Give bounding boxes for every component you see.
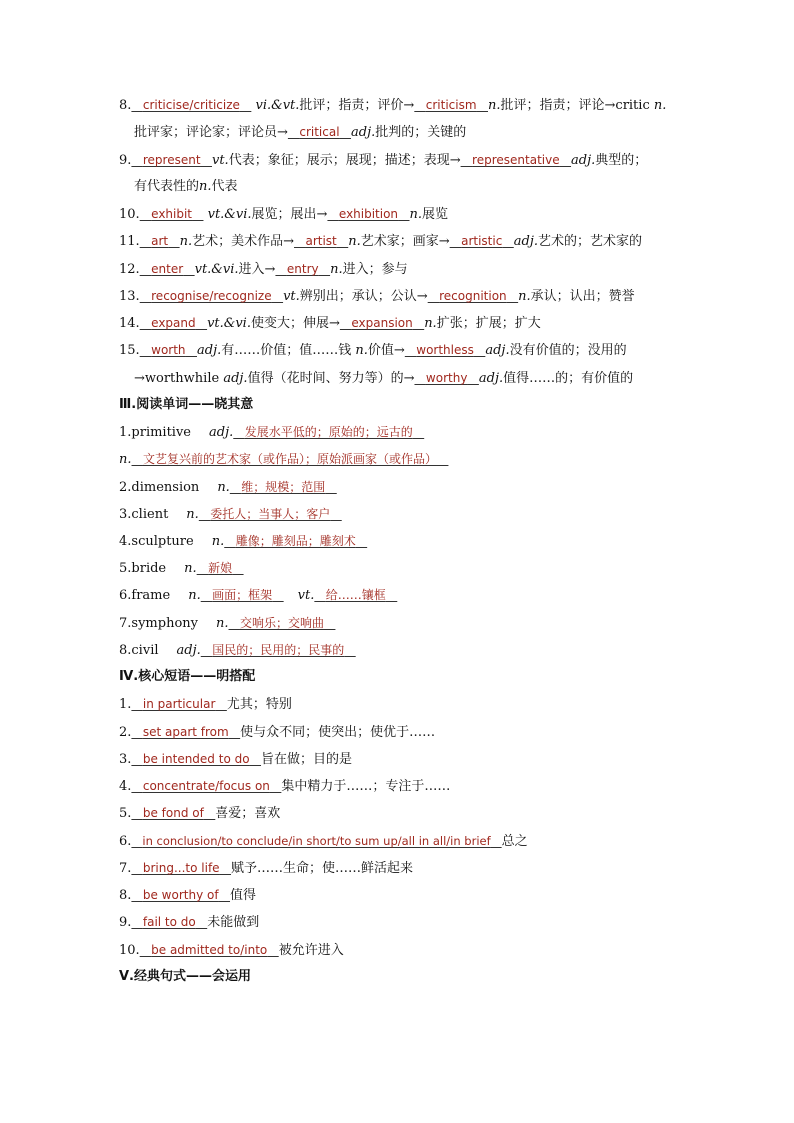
definition: 集中精力于……；专注于…… — [281, 779, 451, 794]
vocab-item-11 — [119, 232, 679, 250]
answer-blank: fail to do — [142, 915, 196, 929]
answer-blank: be admitted to/into — [151, 943, 268, 957]
vocab-item-10 — [119, 205, 679, 223]
word: client — [131, 507, 169, 522]
answer-blank: represent — [142, 153, 201, 167]
answer-blank: 国民的；民用的；民事的 — [212, 643, 345, 657]
item-number: 2. — [119, 725, 132, 740]
item-number: 12. — [119, 262, 140, 277]
definition: 典型的； — [595, 153, 648, 168]
answer-blank: in particular — [142, 697, 216, 711]
reading-item-7 — [119, 614, 679, 632]
answer-blank: expansion — [351, 316, 413, 330]
item-number: 1. — [119, 425, 132, 440]
part-of-speech: adj. — [223, 371, 248, 386]
phrase-item-1 — [119, 695, 679, 713]
answer-blank: representative — [472, 153, 560, 167]
answer-blank: exhibit — [151, 207, 193, 221]
item-number: 15. — [119, 343, 140, 358]
definition: 值得 — [230, 888, 257, 903]
item-number: 9. — [119, 153, 132, 168]
part-of-speech: adj. — [197, 343, 222, 358]
part-of-speech: n. — [211, 534, 225, 549]
item-number: 13. — [119, 289, 140, 304]
definition: 没有价值的；没用的 — [509, 343, 627, 358]
answer-blank: 给……镶框 — [325, 588, 386, 602]
item-number: 11. — [119, 234, 140, 249]
definition: 旨在做；目的是 — [261, 752, 353, 767]
vocab-item-8 — [119, 96, 679, 114]
definition: 代表 — [211, 179, 238, 194]
reading-item-1-cont — [119, 450, 679, 468]
part-of-speech: adj. — [571, 153, 596, 168]
answer-blank: bring...to life — [142, 861, 220, 875]
phrase-item-3 — [119, 750, 679, 768]
item-number: 4. — [119, 779, 132, 794]
item-number: 2. — [119, 480, 132, 495]
definition: 总之 — [501, 834, 528, 849]
answer-blank: 委托人；当事人；客户 — [210, 507, 331, 521]
definition: 批评；指责；评价→ — [299, 98, 415, 113]
answer-blank: worthless — [416, 343, 474, 357]
part-of-speech: vt.&vi. — [194, 262, 239, 277]
answer-blank: 新娘 — [208, 561, 233, 575]
definition: 进入→ — [238, 262, 276, 277]
vocab-item-9-cont — [134, 178, 694, 196]
definition: 展览 — [422, 207, 449, 222]
part-of-speech: adj. — [478, 371, 504, 386]
item-number: 8. — [119, 888, 132, 903]
item-number: 8. — [119, 643, 132, 658]
vocab-item-13 — [119, 287, 679, 305]
answer-blank: be worthy of — [142, 888, 219, 902]
part-of-speech: vt. — [283, 289, 300, 304]
word: primitive — [131, 425, 192, 440]
part-of-speech: adj. — [485, 343, 510, 358]
phrase-item-5 — [119, 804, 679, 822]
definition: 赋予……生命；使……鲜活起来 — [231, 861, 414, 876]
vocab-item-9 — [119, 151, 679, 169]
part-of-speech: vt.&vi. — [207, 207, 252, 222]
phrase-item-2 — [119, 723, 679, 741]
definition: 展览；展出→ — [251, 207, 328, 222]
answer-blank: recognise/recognize — [151, 289, 272, 303]
answer-blank: 画面；框架 — [212, 588, 273, 602]
word: →worthwhile — [134, 371, 224, 386]
part-of-speech: n. — [188, 588, 201, 603]
phrase-item-10 — [119, 941, 679, 959]
definition: 艺术；美术作品→ — [192, 234, 295, 249]
phrase-item-6 — [119, 832, 679, 850]
definition: 代表；象征；展示；展现；描述；表现→ — [228, 153, 461, 168]
definition: 尤其；特别 — [226, 697, 292, 712]
phrase-item-7 — [119, 859, 679, 877]
answer-blank: worthy — [425, 371, 468, 385]
phrase-item-8 — [119, 886, 679, 904]
item-number: 8. — [119, 98, 132, 113]
word: dimension — [131, 480, 200, 495]
reading-item-8 — [119, 641, 679, 659]
answer-blank: 交响乐；交响曲 — [239, 616, 324, 630]
part-of-speech: n. — [424, 316, 437, 331]
part-of-speech: adj. — [351, 125, 376, 140]
part-of-speech: adj. — [513, 234, 539, 249]
answer-blank: 发展水平低的；原始的；远古的 — [244, 425, 413, 439]
definition: 使与众不同；使突出；使优于…… — [240, 725, 436, 740]
section-heading-core-phrases: Ⅳ.核心短语——明搭配 — [119, 669, 256, 684]
answer-blank: critical — [299, 125, 340, 139]
item-number: 6. — [119, 834, 132, 849]
section-heading-classic-sentences: Ⅴ.经典句式——会运用 — [119, 969, 251, 984]
reading-item-1 — [119, 423, 679, 441]
item-number: 5. — [119, 561, 132, 576]
answer-blank: criticism — [425, 98, 477, 112]
vocab-item-12 — [119, 260, 679, 278]
answer-blank: enter — [151, 262, 184, 276]
part-of-speech: n. — [488, 98, 501, 113]
part-of-speech: vi.&vt. — [255, 98, 300, 113]
definition: 辨别出；承认；公认→ — [299, 289, 428, 304]
answer-blank: in conclusion/to conclude/in short/to sum up/all in all/in brief — [142, 834, 491, 848]
item-number: 7. — [119, 861, 132, 876]
vocab-item-14 — [119, 314, 679, 332]
word: bride — [131, 561, 167, 576]
reading-item-2 — [119, 478, 679, 496]
answer-blank: entry — [286, 262, 319, 276]
definition: 未能做到 — [207, 915, 260, 930]
definition: 喜爱；喜欢 — [215, 806, 281, 821]
reading-item-5 — [119, 559, 679, 577]
definition: 批判的；关键的 — [375, 125, 467, 140]
answer-blank: be intended to do — [142, 752, 250, 766]
phrase-item-9 — [119, 913, 679, 931]
item-number: 3. — [119, 507, 132, 522]
vocab-item-15-cont — [134, 369, 694, 387]
answer-blank: worth — [151, 343, 186, 357]
reading-item-3 — [119, 505, 679, 523]
section-heading-reading-words: Ⅲ.阅读单词——晓其意 — [119, 397, 254, 412]
answer-blank: 文艺复兴前的艺术家（或作品）；原始派画家（或作品） — [142, 452, 437, 466]
definition: 批评家；评论家；评论员→ — [134, 125, 288, 140]
answer-blank: concentrate/focus on — [142, 779, 270, 793]
answer-blank: 维；规模；范围 — [241, 480, 326, 494]
answer-blank: artist — [305, 234, 337, 248]
item-number: 10. — [119, 943, 140, 958]
part-of-speech: n. — [179, 234, 193, 249]
definition: 有……价值；值……钱 — [221, 343, 356, 358]
answer-blank: 雕像；雕刻品；雕刻术 — [235, 534, 356, 548]
vocab-item-8-cont — [134, 123, 694, 141]
reading-item-4 — [119, 532, 679, 550]
item-number: 1. — [119, 697, 132, 712]
item-number: 10. — [119, 207, 140, 222]
part-of-speech: adj. — [209, 425, 234, 440]
answer-blank: exhibition — [338, 207, 399, 221]
part-of-speech: n. — [518, 289, 531, 304]
definition: 价值→ — [367, 343, 405, 358]
vocab-item-15 — [119, 341, 679, 359]
part-of-speech: vt.&vi. — [207, 316, 251, 331]
item-number: 6. — [119, 588, 132, 603]
part-of-speech: n. — [184, 561, 197, 576]
part-of-speech: n. — [186, 507, 199, 522]
answer-blank: art — [151, 234, 169, 248]
part-of-speech: n. — [653, 98, 667, 113]
part-of-speech: n. — [330, 262, 343, 277]
word: frame — [131, 588, 171, 603]
item-number: 7. — [119, 616, 132, 631]
part-of-speech: n. — [199, 179, 212, 194]
part-of-speech: adj. — [176, 643, 201, 658]
item-number: 4. — [119, 534, 132, 549]
part-of-speech: vt. — [211, 153, 229, 168]
item-number: 5. — [119, 806, 132, 821]
answer-blank: be fond of — [142, 806, 204, 820]
definition: 批评；指责；评论→critic — [500, 98, 654, 113]
definition: 承认；认出；赞誉 — [530, 289, 635, 304]
answer-blank: expand — [151, 316, 196, 330]
answer-blank: recognition — [439, 289, 507, 303]
part-of-speech: n. — [348, 234, 361, 249]
definition: 艺术家；画家→ — [360, 234, 450, 249]
part-of-speech: n. — [355, 343, 368, 358]
part-of-speech: n. — [119, 452, 132, 467]
part-of-speech: n. — [217, 480, 230, 495]
item-number: 3. — [119, 752, 132, 767]
answer-blank: criticise/criticize — [142, 98, 240, 112]
definition: 值得……的；有价值的 — [503, 371, 634, 386]
definition: 进入；参与 — [342, 262, 408, 277]
definition: 值得（花时间、努力等）的→ — [247, 371, 415, 386]
word: sculpture — [131, 534, 194, 549]
definition: 有代表性的 — [134, 179, 200, 194]
phrase-item-4 — [119, 777, 679, 795]
answer-blank: set apart from — [142, 725, 229, 739]
item-number: 9. — [119, 915, 132, 930]
definition: 使变大；伸展→ — [250, 316, 340, 331]
part-of-speech: vt. — [297, 588, 315, 603]
word: civil — [131, 643, 159, 658]
part-of-speech: n. — [216, 616, 229, 631]
definition: 艺术的；艺术家的 — [538, 234, 643, 249]
part-of-speech: n. — [409, 207, 423, 222]
item-number: 14. — [119, 316, 140, 331]
word: symphony — [131, 616, 198, 631]
reading-item-6 — [119, 586, 679, 604]
definition: 被允许进入 — [278, 943, 344, 958]
definition: 扩张；扩展；扩大 — [436, 316, 541, 331]
answer-blank: artistic — [461, 234, 503, 248]
